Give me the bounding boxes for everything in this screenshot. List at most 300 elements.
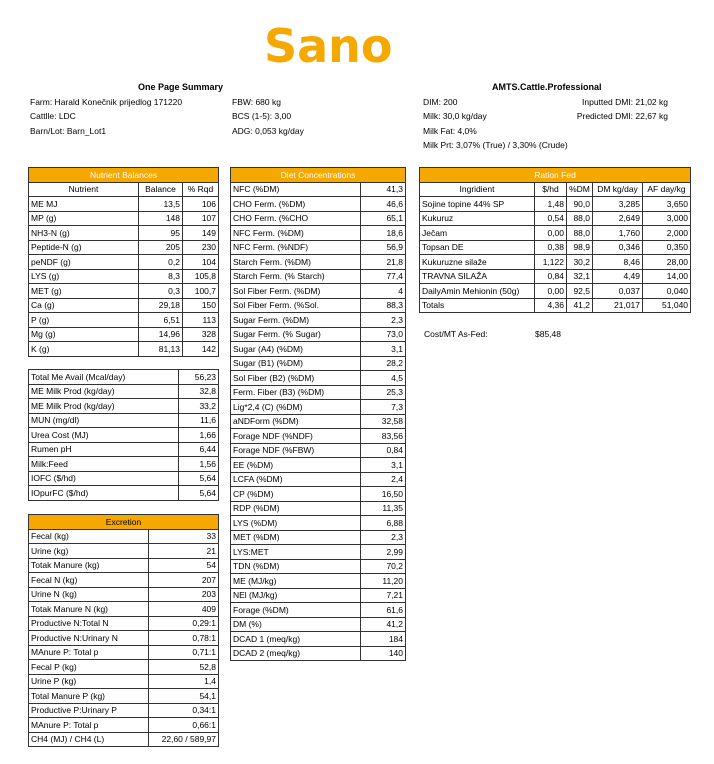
row-label: Starch Ferm. (%DM)	[231, 255, 361, 270]
ration-fed-table	[419, 167, 691, 313]
excretion-row	[29, 674, 219, 689]
row-value: 0,346	[593, 240, 643, 255]
summary-left-info	[30, 95, 182, 138]
dim-info: DIM: 200	[423, 97, 458, 107]
row-label: NFC Ferm. (%NDF)	[231, 240, 361, 255]
nutrient-balance-row	[29, 197, 219, 212]
excretion-row	[29, 529, 219, 544]
row-value: 100,7	[183, 284, 219, 299]
row-value: 0,037	[593, 284, 643, 299]
row-label: NFC Ferm. (%DM)	[231, 226, 361, 241]
row-value: 3,1	[361, 458, 406, 473]
row-value: 1,66	[179, 428, 219, 443]
diet-concentration-row	[231, 588, 406, 603]
row-label: aNDForm (%DM)	[231, 414, 361, 429]
performance-row	[29, 457, 219, 472]
ration-fed-row	[420, 255, 691, 270]
diet-concentration-row	[231, 632, 406, 647]
row-label: NH3-N (g)	[29, 226, 139, 241]
row-value: 21	[149, 544, 219, 559]
diet-concentration-row	[231, 284, 406, 299]
row-label: Sugar (A4) (%DM)	[231, 342, 361, 357]
row-label: Forage NDF (%NDF)	[231, 429, 361, 444]
row-label: IOFC ($/hd)	[29, 471, 179, 486]
diet-concentration-row	[231, 327, 406, 342]
row-label: Fecal (kg)	[29, 529, 149, 544]
row-value: 5,64	[179, 486, 219, 501]
row-value: 0,38	[535, 240, 567, 255]
row-value: 92,5	[567, 284, 593, 299]
row-value: 18,6	[361, 226, 406, 241]
adg-info: ADG: 0,053 kg/day	[232, 125, 304, 136]
row-value: 3,650	[643, 197, 691, 212]
row-value: 104	[183, 255, 219, 270]
ration-fed-row	[420, 284, 691, 299]
row-value: 1,760	[593, 226, 643, 241]
row-value: 8,46	[593, 255, 643, 270]
row-value: 3,285	[593, 197, 643, 212]
nutrient-balance-row	[29, 298, 219, 313]
row-label: Sol Fiber (B2) (%DM)	[231, 371, 361, 386]
row-value: 1,122	[535, 255, 567, 270]
row-label: TDN (%DM)	[231, 559, 361, 574]
row-value: 13,5	[139, 197, 183, 212]
performance-row	[29, 486, 219, 501]
row-value: 16,50	[361, 487, 406, 502]
row-value: 205	[139, 240, 183, 255]
cost-value: $85,48	[535, 329, 561, 339]
row-value: 21,8	[361, 255, 406, 270]
row-label: MET (g)	[29, 284, 139, 299]
row-label: Kukuruz	[420, 211, 535, 226]
diet-concentration-row	[231, 356, 406, 371]
diet-concentration-row	[231, 342, 406, 357]
barn-info: Barn/Lot: Barn_Lot1	[30, 125, 107, 136]
row-label: Urine N (kg)	[29, 587, 149, 602]
performance-row	[29, 370, 219, 385]
row-value: 11,35	[361, 501, 406, 516]
row-value: 88,0	[567, 211, 593, 226]
row-label: Rumen pH	[29, 442, 179, 457]
row-value: 98,9	[567, 240, 593, 255]
row-label: Totals	[420, 298, 535, 313]
row-value: 328	[183, 327, 219, 342]
row-value: 3,1	[361, 342, 406, 357]
row-value: 61,6	[361, 603, 406, 618]
row-label: MAnure P: Total p	[29, 718, 149, 733]
nutrient-balance-row	[29, 240, 219, 255]
nutrient-balance-row	[29, 327, 219, 342]
row-label: CHO Ferm. (%CHO	[231, 211, 361, 226]
row-value: 2,3	[361, 530, 406, 545]
row-value: 0,040	[643, 284, 691, 299]
row-label: Peptide-N (g)	[29, 240, 139, 255]
row-value: 0,29:1	[149, 616, 219, 631]
diet-concentration-row	[231, 226, 406, 241]
excretion-row	[29, 558, 219, 573]
row-label: Sol Fiber Ferm. (%DM)	[231, 284, 361, 299]
sano-logo	[264, 22, 400, 70]
diet-concentration-row	[231, 298, 406, 313]
milk-fat-info: Milk Fat: 4,0%	[423, 125, 477, 136]
row-value: 409	[149, 602, 219, 617]
nutrient-balance-row	[29, 342, 219, 357]
row-value: 6,88	[361, 516, 406, 531]
row-value: 8,3	[139, 269, 183, 284]
excretion-row	[29, 631, 219, 646]
row-label: NEl (MJ/kg)	[231, 588, 361, 603]
row-value: 32,58	[361, 414, 406, 429]
ration-fed-row	[420, 226, 691, 241]
row-value: 14,00	[643, 269, 691, 284]
row-value: 51,040	[643, 298, 691, 313]
row-value: 29,18	[139, 298, 183, 313]
row-value: 4	[361, 284, 406, 299]
row-label: Lig*2,4 (C) (%DM)	[231, 400, 361, 415]
row-label: Forage (%DM)	[231, 603, 361, 618]
diet-concentration-row	[231, 559, 406, 574]
diet-concentration-row	[231, 211, 406, 226]
row-value: 4,49	[593, 269, 643, 284]
row-value: 54	[149, 558, 219, 573]
diet-concentration-row	[231, 458, 406, 473]
row-label: ME (MJ/kg)	[231, 574, 361, 589]
row-label: LYS (%DM)	[231, 516, 361, 531]
row-value: 3,000	[643, 211, 691, 226]
row-label: Total Manure P (kg)	[29, 689, 149, 704]
excretion-row	[29, 732, 219, 747]
row-value: 5,64	[179, 471, 219, 486]
row-label: LYS:MET	[231, 545, 361, 560]
row-value: 0,34:1	[149, 703, 219, 718]
ration-fed-row	[420, 298, 691, 313]
row-value: 0,78:1	[149, 631, 219, 646]
diet-concentration-row	[231, 501, 406, 516]
ration-fed-column-header: %DM	[567, 182, 593, 197]
row-label: Sugar (B1) (%DM)	[231, 356, 361, 371]
row-value: 0,3	[139, 284, 183, 299]
ration-fed-row	[420, 197, 691, 212]
row-label: Ca (g)	[29, 298, 139, 313]
row-value: 7,3	[361, 400, 406, 415]
row-value: 65,1	[361, 211, 406, 226]
row-value: 148	[139, 211, 183, 226]
row-label: MET (%DM)	[231, 530, 361, 545]
row-label: MP (g)	[29, 211, 139, 226]
row-value: 0,2	[139, 255, 183, 270]
diet-concentration-row	[231, 313, 406, 328]
amts-title: AMTS.Cattle.Professional	[492, 82, 602, 92]
row-value: 2,3	[361, 313, 406, 328]
row-value: 32,8	[179, 384, 219, 399]
row-value: 0,66:1	[149, 718, 219, 733]
excretion-row	[29, 602, 219, 617]
row-value: 7,21	[361, 588, 406, 603]
row-label: CP (%DM)	[231, 487, 361, 502]
row-label: CHO Ferm. (%DM)	[231, 197, 361, 212]
performance-row	[29, 413, 219, 428]
row-value: 95	[139, 226, 183, 241]
row-value: 107	[183, 211, 219, 226]
row-value: 56,23	[179, 370, 219, 385]
row-label: Productive N:Total N	[29, 616, 149, 631]
row-value: 25,3	[361, 385, 406, 400]
row-value: 1,48	[535, 197, 567, 212]
diet-concentration-row	[231, 617, 406, 632]
ration-fed-column-header: DM kg/day	[593, 182, 643, 197]
amts-right-info	[540, 95, 668, 124]
ration-fed-row	[420, 240, 691, 255]
row-label: IOpurFC ($/hd)	[29, 486, 179, 501]
diet-concentrations-title: Diet Concentrations	[231, 168, 406, 183]
nutrient-balances-column-header: Balance	[139, 182, 183, 197]
row-value: 88,0	[567, 226, 593, 241]
row-value: 41,3	[361, 182, 406, 197]
row-label: Productive N:Urinary N	[29, 631, 149, 646]
row-label: RDP (%DM)	[231, 501, 361, 516]
row-label: Sol Fiber Ferm. (%Sol.	[231, 298, 361, 313]
row-label: ME MJ	[29, 197, 139, 212]
row-value: 142	[183, 342, 219, 357]
summary-mid-info	[232, 95, 304, 138]
ration-fed-column-header: Ingridient	[420, 182, 535, 197]
diet-concentration-row	[231, 240, 406, 255]
row-label: Totak Manure N (kg)	[29, 602, 149, 617]
row-label: Topsan DE	[420, 240, 535, 255]
diet-concentration-row	[231, 472, 406, 487]
diet-concentration-row	[231, 182, 406, 197]
row-value: 2,4	[361, 472, 406, 487]
diet-concentration-row	[231, 371, 406, 386]
nutrient-balances-title: Nutrient Balances	[29, 168, 219, 183]
diet-concentration-row	[231, 400, 406, 415]
row-label: Urine P (kg)	[29, 674, 149, 689]
performance-row	[29, 428, 219, 443]
ration-fed-column-header: AF day/kg	[643, 182, 691, 197]
row-label: DM (%)	[231, 617, 361, 632]
row-label: Mg (g)	[29, 327, 139, 342]
row-label: Forage NDF (%FBW)	[231, 443, 361, 458]
row-value: 2,649	[593, 211, 643, 226]
row-label: Starch Ferm. (% Starch)	[231, 269, 361, 284]
row-value: 2,99	[361, 545, 406, 560]
row-value: 0,00	[535, 226, 567, 241]
row-value: 33,2	[179, 399, 219, 414]
row-value: 46,6	[361, 197, 406, 212]
row-value: 1,56	[179, 457, 219, 472]
nutrient-balance-row	[29, 284, 219, 299]
row-label: Total Me Avail (Mcal/day)	[29, 370, 179, 385]
row-value: 0,71:1	[149, 645, 219, 660]
row-value: 11,20	[361, 574, 406, 589]
row-value: 52,8	[149, 660, 219, 675]
summary-title: One Page Summary	[138, 82, 224, 92]
row-value: 0,350	[643, 240, 691, 255]
row-label: DCAD 2 (meq/kg)	[231, 646, 361, 661]
row-value: 184	[361, 632, 406, 647]
excretion-row	[29, 587, 219, 602]
row-label: LYS (g)	[29, 269, 139, 284]
row-label: Kukuruzne silaže	[420, 255, 535, 270]
ration-fed-row	[420, 269, 691, 284]
nutrient-balance-row	[29, 255, 219, 270]
diet-concentration-row	[231, 516, 406, 531]
row-label: Sugar Ferm. (% Sugar)	[231, 327, 361, 342]
row-value: 6,44	[179, 442, 219, 457]
row-label: EE (%DM)	[231, 458, 361, 473]
excretion-row	[29, 703, 219, 718]
row-value: 54,1	[149, 689, 219, 704]
diet-concentration-row	[231, 385, 406, 400]
row-value: 4,36	[535, 298, 567, 313]
ration-fed-title: Ration Fed	[420, 168, 691, 183]
row-value: 0,54	[535, 211, 567, 226]
milk-info: Milk: 30,0 kg/day	[423, 111, 487, 122]
row-label: Fecal P (kg)	[29, 660, 149, 675]
diet-concentration-row	[231, 429, 406, 444]
farm-info: Farm: Harald Konečnik prijedlog 171220	[30, 97, 183, 107]
row-value: 73,0	[361, 327, 406, 342]
ration-fed-row	[420, 211, 691, 226]
performance-row	[29, 399, 219, 414]
row-value: 11,6	[179, 413, 219, 428]
row-value: 6,51	[139, 313, 183, 328]
row-label: Productive P:Urinary P	[29, 703, 149, 718]
performance-table	[28, 369, 219, 501]
row-value: 41,2	[567, 298, 593, 313]
row-value: 90,0	[567, 197, 593, 212]
excretion-row	[29, 660, 219, 675]
row-value: 56,9	[361, 240, 406, 255]
row-value: 88,3	[361, 298, 406, 313]
excretion-title: Excretion	[29, 515, 219, 530]
row-label: Totak Manure (kg)	[29, 558, 149, 573]
performance-row	[29, 442, 219, 457]
row-label: NFC (%DM)	[231, 182, 361, 197]
excretion-row	[29, 645, 219, 660]
predicted-dmi-info: Predicted DMI: 22,67 kg	[576, 111, 668, 122]
row-label: MUN (mg/dl)	[29, 413, 179, 428]
diet-concentration-row	[231, 487, 406, 502]
diet-concentration-row	[231, 197, 406, 212]
row-label: Ječam	[420, 226, 535, 241]
row-label: Fecal N (kg)	[29, 573, 149, 588]
excretion-table	[28, 514, 219, 747]
inputted-dmi-info: Inputted DMI: 21,02 kg	[582, 97, 668, 107]
nutrient-balance-row	[29, 313, 219, 328]
nutrient-balances-table	[28, 167, 219, 357]
row-label: K (g)	[29, 342, 139, 357]
row-label: ME Milk Prod (kg/day)	[29, 399, 179, 414]
diet-concentration-row	[231, 574, 406, 589]
row-value: 30,2	[567, 255, 593, 270]
row-value: 113	[183, 313, 219, 328]
performance-row	[29, 384, 219, 399]
row-value: 1,4	[149, 674, 219, 689]
excretion-row	[29, 616, 219, 631]
excretion-row	[29, 718, 219, 733]
performance-row	[29, 471, 219, 486]
row-label: ME Milk Prod (kg/day)	[29, 384, 179, 399]
nutrient-balances-column-header: % Rqd	[183, 182, 219, 197]
row-value: 70,2	[361, 559, 406, 574]
row-value: 33	[149, 529, 219, 544]
row-value: 81,13	[139, 342, 183, 357]
logo-text: Sano	[264, 22, 393, 70]
row-label: Sojine topine 44% SP	[420, 197, 535, 212]
nutrient-balance-row	[29, 226, 219, 241]
row-value: 106	[183, 197, 219, 212]
cattle-info: Cattlle: LDC	[30, 111, 76, 122]
diet-concentration-row	[231, 414, 406, 429]
row-value: 105,8	[183, 269, 219, 284]
nutrient-balance-row	[29, 211, 219, 226]
row-label: Urea Cost (MJ)	[29, 428, 179, 443]
row-label: MAnure P: Total p	[29, 645, 149, 660]
diet-concentration-row	[231, 530, 406, 545]
nutrient-balances-column-header: Nutrient	[29, 182, 139, 197]
row-value: 22,60 / 589,97	[149, 732, 219, 747]
diet-concentrations-table	[230, 167, 406, 661]
row-value: 150	[183, 298, 219, 313]
diet-concentration-row	[231, 646, 406, 661]
row-value: 41,2	[361, 617, 406, 632]
row-label: TRAVNA SILAŽA	[420, 269, 535, 284]
diet-concentration-row	[231, 545, 406, 560]
row-label: Sugar Ferm. (%DM)	[231, 313, 361, 328]
ration-fed-column-header: $/hd	[535, 182, 567, 197]
row-value: 14,96	[139, 327, 183, 342]
row-value: 0,00	[535, 284, 567, 299]
row-label: Ferm. Fiber (B3) (%DM)	[231, 385, 361, 400]
row-label: Milk:Feed	[29, 457, 179, 472]
fbw-info: FBW: 680 kg	[232, 97, 281, 107]
row-value: 0,84	[535, 269, 567, 284]
row-value: 149	[183, 226, 219, 241]
row-label: DailyAmin Mehionin (50g)	[420, 284, 535, 299]
nutrient-balance-row	[29, 269, 219, 284]
row-value: 2,000	[643, 226, 691, 241]
excretion-row	[29, 689, 219, 704]
row-value: 83,56	[361, 429, 406, 444]
milk-prt-info: Milk Prt: 3,07% (True) / 3,30% (Crude)	[423, 140, 568, 151]
cost-label: Cost/MT As-Fed:	[424, 329, 488, 339]
row-value: 21,017	[593, 298, 643, 313]
row-value: 203	[149, 587, 219, 602]
row-label: CH4 (MJ) / CH4 (L)	[29, 732, 149, 747]
row-value: 28,00	[643, 255, 691, 270]
diet-concentration-row	[231, 255, 406, 270]
row-label: Urine (kg)	[29, 544, 149, 559]
row-value: 32,1	[567, 269, 593, 284]
row-value: 207	[149, 573, 219, 588]
excretion-row	[29, 544, 219, 559]
excretion-row	[29, 573, 219, 588]
row-label: DCAD 1 (meq/kg)	[231, 632, 361, 647]
diet-concentration-row	[231, 603, 406, 618]
row-label: LCFA (%DM)	[231, 472, 361, 487]
row-value: 230	[183, 240, 219, 255]
bcs-info: BCS (1-5): 3,00	[232, 111, 292, 122]
row-label: P (g)	[29, 313, 139, 328]
row-label: peNDF (g)	[29, 255, 139, 270]
row-value: 28,2	[361, 356, 406, 371]
diet-concentration-row	[231, 443, 406, 458]
row-value: 0,84	[361, 443, 406, 458]
diet-concentration-row	[231, 269, 406, 284]
row-value: 140	[361, 646, 406, 661]
row-value: 77,4	[361, 269, 406, 284]
